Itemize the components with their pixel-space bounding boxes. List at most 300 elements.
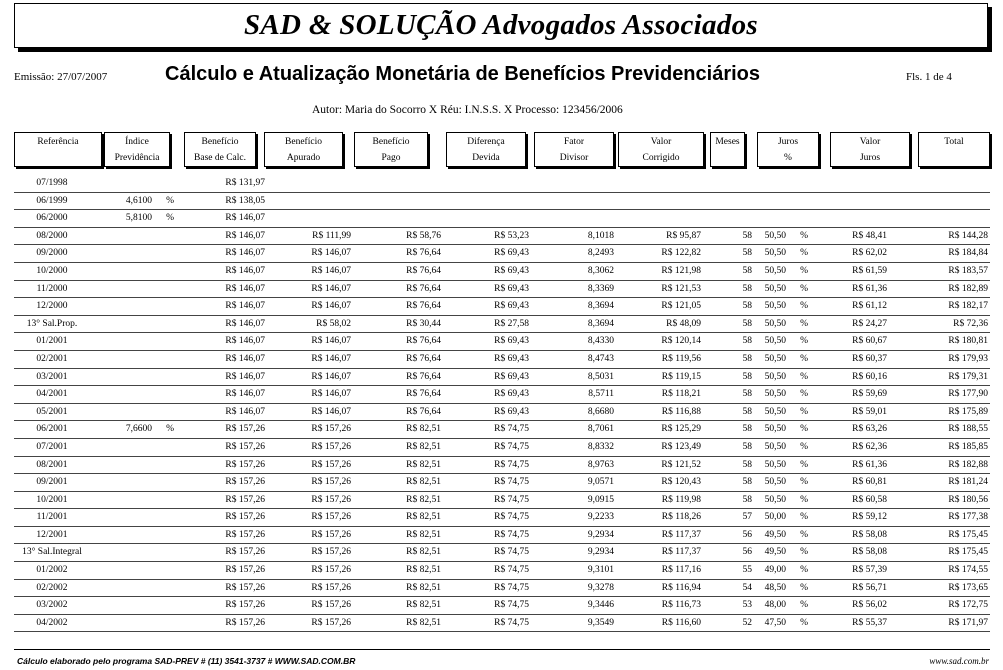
cell-diferenca: R$ 27,58 — [494, 318, 529, 329]
cell-ref: 01/2002 — [36, 565, 68, 576]
cell-fator: 9,0915 — [587, 494, 614, 505]
cell-diferenca: R$ 69,43 — [494, 248, 529, 259]
cell-base: R$ 146,07 — [225, 353, 265, 364]
cell-base: R$ 157,26 — [225, 477, 265, 488]
cell-valor-juros: R$ 58,08 — [852, 529, 887, 540]
cell-ref: 06/1999 — [36, 195, 68, 206]
column-header — [618, 132, 704, 167]
column-header — [830, 132, 910, 167]
cell-juros: 50,50 — [764, 265, 786, 276]
table-row — [14, 615, 990, 633]
cell-meses: 58 — [742, 283, 752, 294]
cell-apurado: R$ 146,07 — [311, 248, 351, 259]
cell-meses: 55 — [742, 565, 752, 576]
cell-ref: 01/2001 — [36, 336, 68, 347]
cell-corrigido: R$ 117,37 — [661, 547, 701, 558]
juros-percent-sign: % — [800, 248, 808, 259]
cell-ref: 07/1998 — [36, 178, 68, 188]
cell-fator: 8,2493 — [587, 248, 614, 259]
column-header-line2: Juros — [859, 153, 881, 163]
cell-meses: 58 — [742, 336, 752, 347]
cell-fator: 8,9763 — [587, 459, 614, 470]
page-number: Fls. 1 de 4 — [906, 71, 952, 83]
cell-base: R$ 146,07 — [225, 371, 265, 382]
cell-juros: 50,50 — [764, 301, 786, 312]
table-row — [14, 316, 990, 334]
cell-apurado: R$ 157,26 — [311, 477, 351, 488]
cell-meses: 58 — [742, 389, 752, 400]
cell-ref: 13° Sal.Integral — [22, 547, 82, 558]
cell-corrigido: R$ 48,09 — [666, 318, 701, 329]
cell-corrigido: R$ 125,29 — [661, 424, 701, 435]
cell-pago: R$ 76,64 — [406, 265, 441, 276]
column-header-line2: Corrigido — [642, 153, 680, 163]
cell-meses: 58 — [742, 353, 752, 364]
cell-total: R$ 188,55 — [948, 424, 988, 435]
cell-fator: 9,2934 — [587, 547, 614, 558]
cell-base: R$ 157,26 — [225, 441, 265, 452]
cell-indice: 7,6600 — [125, 424, 152, 435]
cell-pago: R$ 82,51 — [406, 547, 441, 558]
table-row — [14, 527, 990, 545]
juros-percent-sign: % — [800, 424, 808, 435]
cell-diferenca: R$ 74,75 — [494, 617, 529, 628]
table-row — [14, 492, 990, 510]
cell-apurado: R$ 157,26 — [311, 600, 351, 611]
column-header-line2: % — [784, 153, 792, 163]
cell-meses: 58 — [742, 318, 752, 329]
cell-apurado: R$ 146,07 — [311, 371, 351, 382]
cell-base: R$ 146,07 — [225, 248, 265, 259]
cell-base: R$ 157,26 — [225, 512, 265, 523]
cell-diferenca: R$ 74,75 — [494, 565, 529, 576]
cell-juros: 50,50 — [764, 353, 786, 364]
cell-total: R$ 182,88 — [948, 459, 988, 470]
column-header — [184, 132, 256, 167]
cell-pago: R$ 76,64 — [406, 283, 441, 294]
cell-ref: 08/2001 — [36, 459, 68, 470]
cell-diferenca: R$ 74,75 — [494, 582, 529, 593]
cell-meses: 58 — [742, 477, 752, 488]
cell-diferenca: R$ 69,43 — [494, 389, 529, 400]
cell-indice: 4,6100 — [125, 195, 152, 206]
juros-percent-sign: % — [800, 441, 808, 452]
table-row — [14, 544, 990, 562]
cell-apurado: R$ 146,07 — [311, 353, 351, 364]
cell-total: R$ 144,28 — [948, 230, 988, 241]
cell-juros: 50,50 — [764, 424, 786, 435]
cell-juros: 50,50 — [764, 336, 786, 347]
cell-diferenca: R$ 69,43 — [494, 301, 529, 312]
cell-juros: 48,50 — [764, 582, 786, 593]
column-header-line2: Apurado — [286, 153, 321, 163]
cell-fator: 8,4743 — [587, 353, 614, 364]
emission-date: Emissão: 27/07/2007 — [14, 71, 108, 83]
column-header — [104, 132, 170, 167]
table-row — [14, 369, 990, 387]
cell-diferenca: R$ 69,43 — [494, 283, 529, 294]
cell-valor-juros: R$ 57,39 — [852, 565, 887, 576]
cell-base: R$ 146,07 — [225, 265, 265, 276]
cell-fator: 9,0571 — [587, 477, 614, 488]
cell-fator: 8,5031 — [587, 371, 614, 382]
cell-ref: 06/2001 — [36, 424, 68, 435]
cell-total: R$ 179,93 — [948, 353, 988, 364]
cell-diferenca: R$ 69,43 — [494, 406, 529, 417]
column-header-line1: Referência — [37, 137, 79, 147]
cell-pago: R$ 82,51 — [406, 565, 441, 576]
cell-juros: 50,50 — [764, 389, 786, 400]
firm-banner — [14, 3, 988, 48]
cell-apurado: R$ 146,07 — [311, 265, 351, 276]
footer-website: www.sad.com.br — [929, 656, 989, 666]
cell-corrigido: R$ 117,16 — [661, 565, 701, 576]
cell-pago: R$ 82,51 — [406, 600, 441, 611]
cell-ref: 02/2002 — [36, 582, 68, 593]
cell-total: R$ 177,38 — [948, 512, 988, 523]
column-header — [710, 132, 745, 167]
cell-base: R$ 146,07 — [225, 230, 265, 241]
cell-total: R$ 175,89 — [948, 406, 988, 417]
cell-valor-juros: R$ 60,67 — [852, 336, 887, 347]
column-header — [354, 132, 428, 167]
cell-meses: 56 — [742, 529, 752, 540]
column-header-line2: Devida — [472, 153, 500, 163]
cell-pago: R$ 30,44 — [406, 318, 441, 329]
cell-meses: 58 — [742, 301, 752, 312]
column-header-line1: Benefício — [285, 137, 322, 147]
cell-diferenca: R$ 69,43 — [494, 371, 529, 382]
cell-corrigido: R$ 121,98 — [661, 265, 701, 276]
cell-fator: 9,3101 — [587, 565, 614, 576]
cell-meses: 58 — [742, 441, 752, 452]
cell-pago: R$ 82,51 — [406, 441, 441, 452]
column-header-line1: Valor — [650, 137, 672, 147]
page-title: Cálculo e Atualização Monetária de Benefícios Previdenciários — [165, 63, 761, 85]
cell-pago: R$ 82,51 — [406, 424, 441, 435]
table-row — [14, 509, 990, 527]
cell-meses: 58 — [742, 230, 752, 241]
cell-juros: 50,50 — [764, 406, 786, 417]
cell-ref: 05/2001 — [36, 406, 68, 417]
juros-percent-sign: % — [800, 353, 808, 364]
cell-valor-juros: R$ 55,37 — [852, 617, 887, 628]
table-row — [14, 193, 990, 211]
cell-fator: 8,3694 — [587, 301, 614, 312]
indice-percent-sign: % — [166, 213, 174, 224]
cell-base: R$ 157,26 — [225, 565, 265, 576]
column-header-line1: Valor — [859, 137, 881, 147]
column-header-line2: Pago — [381, 153, 401, 163]
cell-apurado: R$ 58,02 — [316, 318, 351, 329]
cell-corrigido: R$ 122,82 — [661, 248, 701, 259]
cell-valor-juros: R$ 60,58 — [852, 494, 887, 505]
juros-percent-sign: % — [800, 301, 808, 312]
cell-total: R$ 182,17 — [948, 301, 988, 312]
cell-total: R$ 171,97 — [948, 617, 988, 628]
juros-percent-sign: % — [800, 389, 808, 400]
cell-total: R$ 175,45 — [948, 547, 988, 558]
cell-total: R$ 175,45 — [948, 529, 988, 540]
cell-pago: R$ 76,64 — [406, 371, 441, 382]
column-header — [264, 132, 343, 167]
cell-apurado: R$ 157,26 — [311, 441, 351, 452]
case-info: Autor: Maria do Socorro X Réu: I.N.S.S. X Processo: 123456/2006 — [312, 104, 623, 116]
juros-percent-sign: % — [800, 371, 808, 382]
cell-corrigido: R$ 116,94 — [661, 582, 701, 593]
juros-percent-sign: % — [800, 582, 808, 593]
cell-fator: 8,5711 — [588, 389, 614, 400]
cell-total: R$ 72,36 — [953, 318, 988, 329]
cell-corrigido: R$ 121,52 — [661, 459, 701, 470]
cell-total: R$ 173,65 — [948, 582, 988, 593]
cell-fator: 8,3694 — [587, 318, 614, 329]
cell-apurado: R$ 146,07 — [311, 389, 351, 400]
column-header-line1: Benefício — [372, 137, 410, 147]
cell-apurado: R$ 146,07 — [311, 283, 351, 294]
cell-corrigido: R$ 119,15 — [661, 371, 701, 382]
cell-base: R$ 131,97 — [225, 178, 265, 188]
cell-meses: 58 — [742, 459, 752, 470]
cell-diferenca: R$ 53,23 — [494, 230, 529, 241]
cell-meses: 58 — [742, 424, 752, 435]
table-row — [14, 281, 990, 299]
cell-pago: R$ 82,51 — [406, 512, 441, 523]
cell-ref: 10/2000 — [36, 265, 68, 276]
juros-percent-sign: % — [800, 512, 808, 523]
column-header — [918, 132, 990, 167]
cell-fator: 8,6680 — [587, 406, 614, 417]
cell-fator: 8,3369 — [587, 283, 614, 294]
cell-apurado: R$ 157,26 — [311, 494, 351, 505]
cell-base: R$ 146,07 — [225, 389, 265, 400]
cell-diferenca: R$ 74,75 — [494, 600, 529, 611]
juros-percent-sign: % — [800, 459, 808, 470]
cell-apurado: R$ 146,07 — [311, 336, 351, 347]
juros-percent-sign: % — [800, 565, 808, 576]
juros-percent-sign: % — [800, 547, 808, 558]
cell-corrigido: R$ 95,87 — [666, 230, 701, 241]
cell-pago: R$ 76,64 — [406, 336, 441, 347]
cell-juros: 50,50 — [764, 494, 786, 505]
table-row — [14, 333, 990, 351]
cell-apurado: R$ 157,26 — [311, 459, 351, 470]
cell-meses: 58 — [742, 406, 752, 417]
firm-name: SAD & SOLUÇÃO Advogados Associados — [243, 9, 758, 41]
cell-juros: 50,50 — [764, 441, 786, 452]
cell-total: R$ 172,75 — [948, 600, 988, 611]
cell-diferenca: R$ 74,75 — [494, 494, 529, 505]
cell-ref: 12/2001 — [36, 529, 68, 540]
cell-ref: 09/2001 — [36, 477, 68, 488]
cell-corrigido: R$ 120,43 — [661, 477, 701, 488]
cell-corrigido: R$ 120,14 — [661, 336, 701, 347]
cell-diferenca: R$ 69,43 — [494, 336, 529, 347]
cell-apurado: R$ 146,07 — [311, 406, 351, 417]
cell-valor-juros: R$ 60,37 — [852, 353, 887, 364]
cell-fator: 9,3549 — [587, 617, 614, 628]
cell-ref: 03/2002 — [36, 600, 68, 611]
cell-base: R$ 157,26 — [225, 529, 265, 540]
table-row — [14, 457, 990, 475]
cell-valor-juros: R$ 59,01 — [852, 406, 887, 417]
column-header-line1: Benefício — [201, 137, 239, 147]
column-header-line2: Base de Calc. — [194, 153, 246, 163]
cell-pago: R$ 76,64 — [406, 301, 441, 312]
cell-base: R$ 157,26 — [225, 424, 265, 435]
column-header — [534, 132, 614, 167]
cell-base: R$ 146,07 — [225, 213, 265, 224]
column-header — [446, 132, 526, 167]
cell-total: R$ 179,31 — [948, 371, 988, 382]
column-header — [14, 132, 102, 167]
cell-juros: 50,00 — [764, 512, 786, 523]
footer-credit: Cálculo elaborado pelo programa SAD-PREV # (11) 3541-3737 # WWW.SAD.COM.BR — [17, 656, 356, 666]
cell-apurado: R$ 157,26 — [311, 565, 351, 576]
cell-juros: 50,50 — [764, 283, 786, 294]
cell-base: R$ 157,26 — [225, 600, 265, 611]
table-row — [14, 386, 990, 404]
cell-base: R$ 146,07 — [225, 406, 265, 417]
cell-base: R$ 138,05 — [225, 195, 265, 206]
cell-fator: 8,1018 — [587, 230, 614, 241]
cell-pago: R$ 82,51 — [406, 529, 441, 540]
cell-valor-juros: R$ 62,36 — [852, 441, 887, 452]
cell-juros: 50,50 — [764, 477, 786, 488]
cell-ref: 04/2002 — [36, 617, 68, 628]
column-header-line2: Previdência — [114, 153, 160, 163]
cell-apurado: R$ 157,26 — [311, 512, 351, 523]
cell-base: R$ 146,07 — [225, 283, 265, 294]
cell-ref: 11/2001 — [36, 512, 68, 523]
cell-pago: R$ 82,51 — [406, 494, 441, 505]
cell-diferenca: R$ 74,75 — [494, 477, 529, 488]
juros-percent-sign: % — [800, 318, 808, 329]
footer-divider — [14, 649, 990, 650]
cell-fator: 8,7061 — [587, 424, 614, 435]
cell-meses: 56 — [742, 547, 752, 558]
cell-diferenca: R$ 74,75 — [494, 512, 529, 523]
cell-juros: 50,50 — [764, 318, 786, 329]
cell-diferenca: R$ 69,43 — [494, 353, 529, 364]
table-row — [14, 175, 990, 193]
cell-base: R$ 146,07 — [225, 301, 265, 312]
juros-percent-sign: % — [800, 283, 808, 294]
cell-meses: 58 — [742, 494, 752, 505]
cell-pago: R$ 76,64 — [406, 389, 441, 400]
cell-pago: R$ 76,64 — [406, 248, 441, 259]
cell-apurado: R$ 157,26 — [311, 424, 351, 435]
cell-diferenca: R$ 74,75 — [494, 459, 529, 470]
cell-ref: 09/2000 — [36, 248, 68, 259]
cell-juros: 50,50 — [764, 371, 786, 382]
cell-juros: 50,50 — [764, 459, 786, 470]
cell-apurado: R$ 157,26 — [311, 529, 351, 540]
table-row — [14, 562, 990, 580]
indice-percent-sign: % — [166, 424, 174, 435]
cell-pago: R$ 82,51 — [406, 617, 441, 628]
cell-pago: R$ 76,64 — [406, 406, 441, 417]
column-header-line1: Juros — [777, 137, 799, 147]
table-row — [14, 474, 990, 492]
cell-corrigido: R$ 121,05 — [661, 301, 701, 312]
cell-meses: 58 — [742, 371, 752, 382]
cell-diferenca: R$ 69,43 — [494, 265, 529, 276]
cell-meses: 52 — [742, 617, 752, 628]
cell-meses: 58 — [742, 265, 752, 276]
cell-pago: R$ 76,64 — [406, 353, 441, 364]
cell-corrigido: R$ 118,21 — [661, 389, 701, 400]
indice-percent-sign: % — [166, 195, 174, 206]
cell-base: R$ 157,26 — [225, 582, 265, 593]
cell-ref: 10/2001 — [36, 494, 68, 505]
cell-ref: 12/2000 — [36, 301, 68, 312]
cell-apurado: R$ 157,26 — [311, 582, 351, 593]
cell-corrigido: R$ 123,49 — [661, 441, 701, 452]
cell-juros: 49,50 — [764, 547, 786, 558]
cell-base: R$ 146,07 — [225, 336, 265, 347]
column-header-line1: Fator — [563, 137, 585, 147]
cell-valor-juros: R$ 48,41 — [852, 230, 887, 241]
cell-valor-juros: R$ 59,69 — [852, 389, 887, 400]
table-row — [14, 351, 990, 369]
cell-valor-juros: R$ 60,16 — [852, 371, 887, 382]
cell-ref: 02/2001 — [36, 353, 68, 364]
cell-juros: 48,00 — [764, 600, 786, 611]
cell-corrigido: R$ 121,53 — [661, 283, 701, 294]
juros-percent-sign: % — [800, 406, 808, 417]
cell-fator: 9,2934 — [587, 529, 614, 540]
juros-percent-sign: % — [800, 600, 808, 611]
column-header-line2: Divisor — [559, 153, 589, 163]
cell-valor-juros: R$ 58,08 — [852, 547, 887, 558]
table-row — [14, 228, 990, 246]
cell-pago: R$ 82,51 — [406, 459, 441, 470]
cell-meses: 53 — [742, 600, 752, 611]
cell-valor-juros: R$ 62,02 — [852, 248, 887, 259]
cell-juros: 47,50 — [764, 617, 786, 628]
juros-percent-sign: % — [800, 230, 808, 241]
cell-valor-juros: R$ 61,36 — [852, 459, 887, 470]
cell-indice: 5,8100 — [125, 213, 152, 224]
cell-valor-juros: R$ 63,26 — [852, 424, 887, 435]
cell-ref: 04/2001 — [36, 389, 68, 400]
table-row — [14, 210, 990, 228]
cell-valor-juros: R$ 56,02 — [852, 600, 887, 611]
cell-meses: 58 — [742, 248, 752, 259]
table-row — [14, 263, 990, 281]
cell-juros: 50,50 — [764, 230, 786, 241]
juros-percent-sign: % — [800, 617, 808, 628]
cell-fator: 8,3062 — [587, 265, 614, 276]
table-row — [14, 580, 990, 598]
cell-diferenca: R$ 74,75 — [494, 547, 529, 558]
juros-percent-sign: % — [800, 529, 808, 540]
column-header — [757, 132, 819, 167]
cell-total: R$ 184,84 — [948, 248, 988, 259]
column-header-line1: Total — [944, 137, 964, 147]
cell-fator: 9,2233 — [587, 512, 614, 523]
cell-pago: R$ 58,76 — [406, 230, 441, 241]
cell-base: R$ 157,26 — [225, 494, 265, 505]
cell-fator: 8,8332 — [587, 441, 614, 452]
cell-total: R$ 183,57 — [948, 265, 988, 276]
cell-pago: R$ 82,51 — [406, 582, 441, 593]
cell-total: R$ 185,85 — [948, 441, 988, 452]
cell-juros: 50,50 — [764, 248, 786, 259]
cell-valor-juros: R$ 61,12 — [852, 301, 887, 312]
juros-percent-sign: % — [800, 477, 808, 488]
